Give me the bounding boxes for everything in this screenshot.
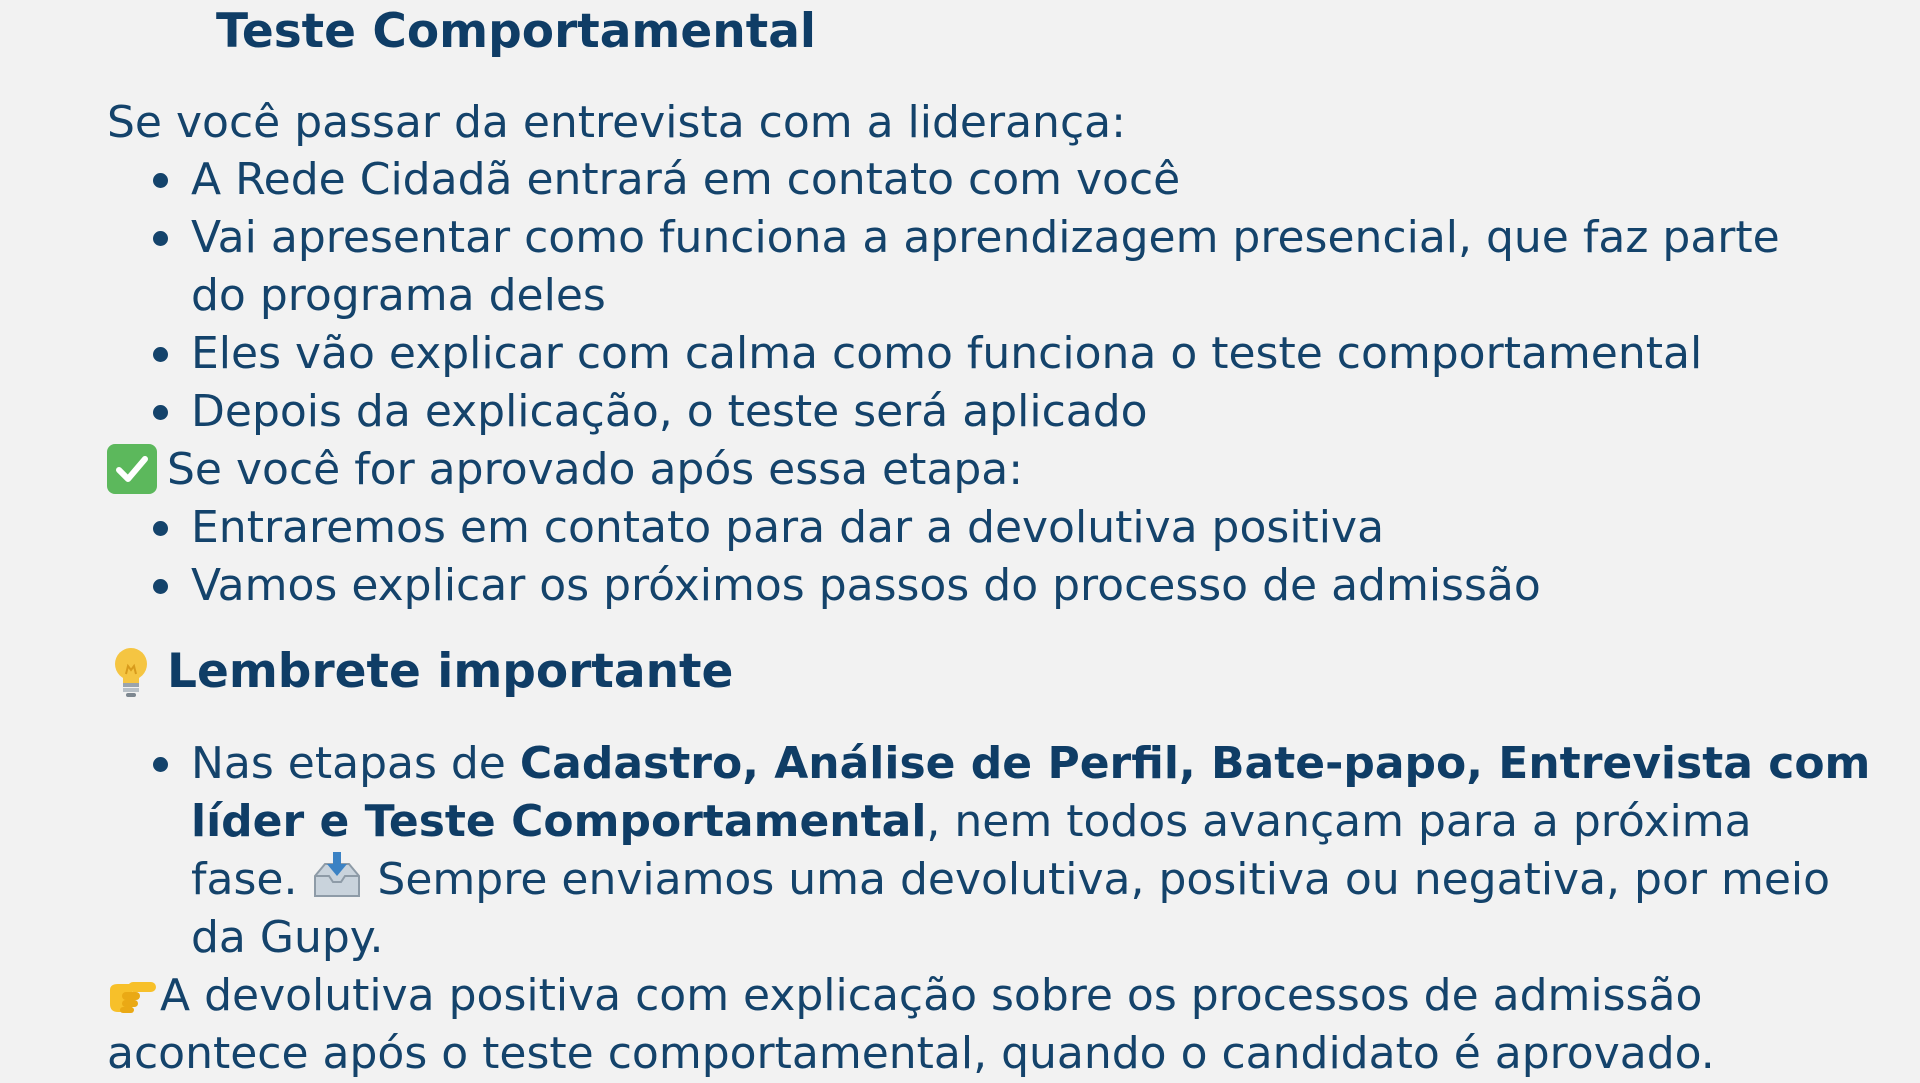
approved-text: Se você for aprovado após essa etapa:	[167, 444, 1024, 495]
bullet-dot	[153, 521, 168, 536]
final-note-line-2: acontece após o teste comportamental, quando o candidato é aprovado.	[107, 1028, 1715, 1079]
final-note-line-1: A devolutiva positiva com explicação sobre os processos de admissão	[160, 970, 1703, 1021]
bullet-dot	[153, 231, 168, 246]
list-item: A Rede Cidadã entrará em contato com você	[191, 154, 1181, 205]
reminder-line-1	[191, 735, 1870, 793]
list-item-continuation: do programa deles	[191, 270, 606, 321]
list-item: Vai apresentar como funciona a aprendizagem presencial, que faz parte	[191, 212, 1780, 263]
list-item: Eles vão explicar com calma como funciona o teste comportamental	[191, 328, 1703, 379]
bullet-dot	[153, 347, 168, 362]
list-item: Vamos explicar os próximos passos do processo de admissão	[191, 560, 1541, 611]
reminder-line-3	[191, 851, 1830, 915]
list-item: Depois da explicação, o teste será aplicado	[191, 386, 1148, 437]
reminder-line-4: da Gupy.	[191, 912, 384, 963]
reminder-bold-text: líder e Teste Comportamental	[191, 796, 927, 847]
inbox-tray-icon	[311, 852, 363, 915]
reminder-text: , nem todos avançam para a próxima	[926, 796, 1752, 847]
page-title: Teste Comportamental	[216, 4, 817, 59]
check-mark-icon	[107, 444, 157, 494]
light-bulb-icon	[108, 644, 154, 700]
reminder-heading: Lembrete importante	[167, 644, 734, 699]
reminder-bold-text: Cadastro, Análise de Perfil, Bate-papo, Entrevista com	[519, 738, 1871, 789]
bullet-dot	[153, 173, 168, 188]
intro-text: Se você passar da entrevista com a liderança:	[107, 97, 1126, 148]
bullet-dot	[153, 579, 168, 594]
reminder-text: fase.	[191, 854, 312, 905]
pointing-right-hand-icon	[106, 972, 158, 1018]
bullet-dot	[153, 757, 168, 772]
list-item: Entraremos em contato para dar a devolutiva positiva	[191, 502, 1385, 553]
reminder-text: Nas etapas de	[191, 738, 520, 789]
bullet-dot	[153, 405, 168, 420]
reminder-line-2	[191, 793, 1752, 851]
reminder-text: Sempre enviamos uma devolutiva, positiva ou negativa, por meio	[363, 854, 1831, 905]
